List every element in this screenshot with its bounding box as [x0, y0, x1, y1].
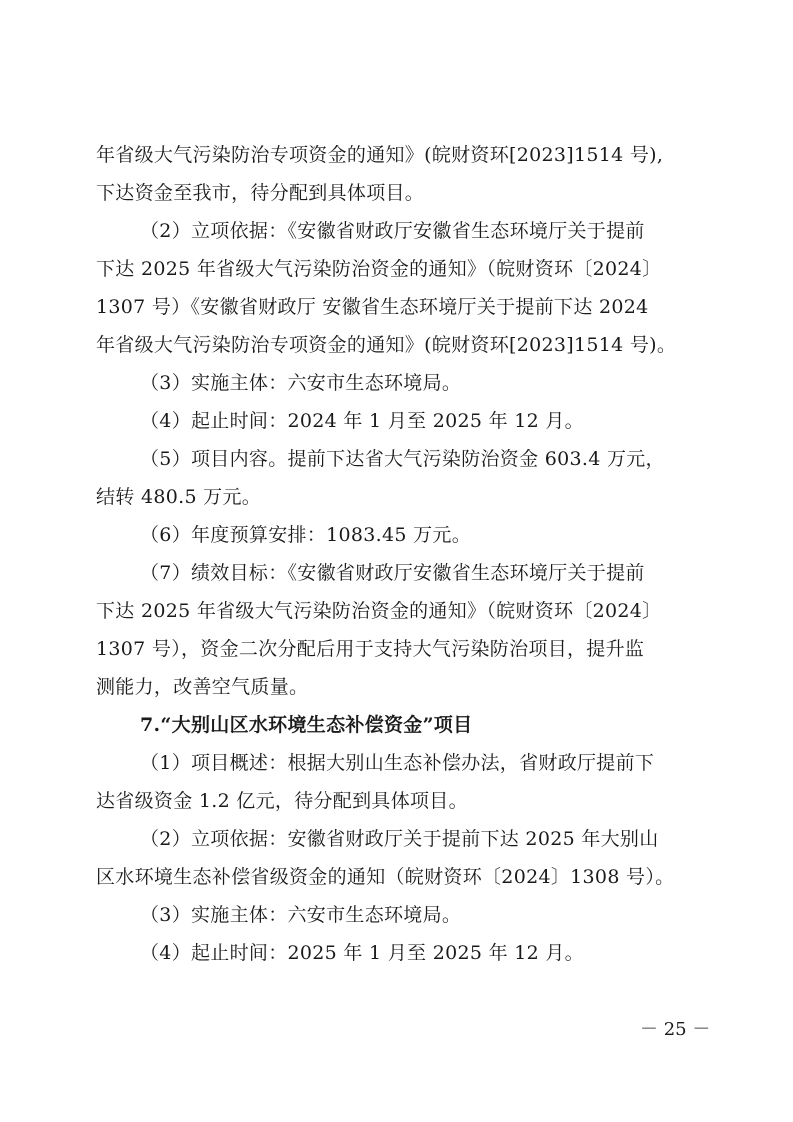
- text-line-19: （2）立项依据：安徽省财政厅关于提前下达 2025 年大别山: [140, 828, 659, 850]
- text-line-3: （2）立项依据：《安徽省财政厅安徽省生态环境厅关于提前: [140, 220, 645, 242]
- page-number: － 25 －: [640, 1019, 711, 1040]
- text-line-6: 年省级大气污染防治专项资金的通知》(皖财资环[2023]1514 号)。: [96, 334, 677, 356]
- text-line-7: （3）实施主体：六安市生态环境局。: [140, 372, 462, 394]
- text-line-22: （4）起止时间：2025 年 1 月至 2025 年 12 月。: [140, 942, 584, 964]
- text-line-20: 区水环境生态补偿省级资金的通知（皖财资环〔2024〕1308 号）。: [96, 866, 675, 888]
- text-line-13: 下达 2025 年省级大气污染防治资金的通知》（皖财资环〔2024〕: [96, 600, 662, 622]
- text-line-5: 1307 号）《安徽省财政厅 安徽省生态环境厅关于提前下达 2024: [96, 296, 649, 318]
- text-line-15: 测能力，改善空气质量。: [96, 676, 309, 698]
- text-line-1: 年省级大气污染防治专项资金的通知》(皖财资环[2023]1514 号),: [96, 144, 664, 166]
- text-line-18: 达省级资金 1.2 亿元，待分配到具体项目。: [96, 790, 468, 812]
- text-line-11: （6）年度预算安排：1083.45 万元。: [140, 524, 471, 546]
- text-line-10: 结转 480.5 万元。: [96, 486, 262, 508]
- text-line-4: 下达 2025 年省级大气污染防治资金的通知》（皖财资环〔2024〕: [96, 258, 662, 280]
- text-line-8: （4）起止时间：2024 年 1 月至 2025 年 12 月。: [140, 410, 584, 432]
- section-heading: 7.“大别山区水环境生态补偿资金”项目: [140, 714, 473, 736]
- text-line-21: （3）实施主体：六安市生态环境局。: [140, 904, 462, 926]
- text-line-2: 下达资金至我市，待分配到具体项目。: [96, 182, 425, 204]
- body-text: [96, 136, 701, 972]
- text-line-12: （7）绩效目标：《安徽省财政厅安徽省生态环境厅关于提前: [140, 562, 645, 584]
- text-line-14: 1307 号），资金二次分配后用于支持大气污染防治项目，提升监: [96, 638, 645, 660]
- text-line-9: （5）项目内容。提前下达省大气污染防治资金 603.4 万元，: [140, 448, 665, 470]
- text-line-17: （1）项目概述：根据大别山生态补偿办法，省财政厅提前下: [140, 752, 655, 774]
